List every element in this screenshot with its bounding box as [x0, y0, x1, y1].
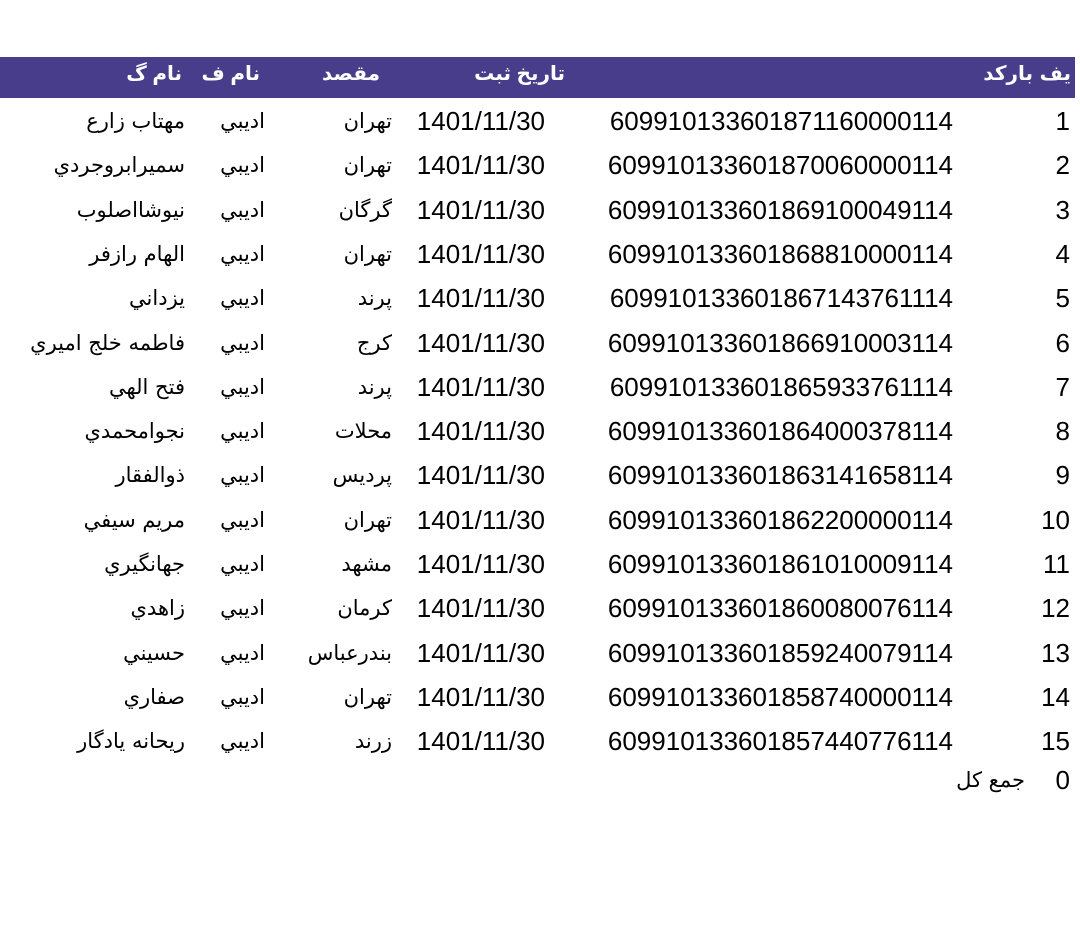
date-cell: 1401/11/30 [416, 194, 545, 225]
row-index: 12 [1041, 593, 1070, 624]
first-name-cell: اديبي [220, 109, 265, 133]
date-cell: 1401/11/30 [416, 416, 545, 447]
barcode-cell: 609910133601865933761114 [609, 371, 953, 402]
table-header [0, 57, 1075, 98]
barcode-cell: 609910133601862200000114 [607, 504, 953, 535]
last-name-cell: الهام رازفر [89, 241, 185, 266]
barcode-cell: 609910133601870060000114 [607, 150, 953, 181]
row-index: 13 [1041, 637, 1070, 668]
header-date: تاريخ ثبت [474, 63, 565, 85]
last-name-cell: نجوامحمدي [84, 419, 185, 444]
last-name-cell: صفاري [123, 684, 185, 709]
destination-cell: محلات [334, 419, 392, 444]
date-cell: 1401/11/30 [416, 371, 545, 402]
first-name-cell: اديبي [220, 197, 265, 222]
destination-cell: تهران [343, 507, 392, 532]
total-label: جمع کل [956, 767, 1025, 792]
table-row [0, 99, 1080, 143]
destination-cell: کرج [356, 330, 392, 355]
table-row [0, 453, 1080, 497]
date-cell: 1401/11/30 [416, 681, 545, 712]
date-cell: 1401/11/30 [416, 504, 545, 535]
first-name-cell: اديبي [220, 552, 265, 576]
last-name-cell: زاهدي [130, 596, 185, 621]
destination-cell: بندرعباس [307, 640, 392, 665]
table-row [0, 276, 1080, 320]
date-cell: 1401/11/30 [416, 726, 545, 757]
barcode-cell: 609910133601861010009114 [607, 549, 953, 579]
first-name-cell: اديبي [220, 374, 265, 399]
first-name-cell: اديبي [220, 463, 265, 488]
table-row [0, 188, 1080, 232]
barcode-cell: 609910133601860080076114 [607, 593, 953, 624]
destination-cell: گرگان [338, 197, 392, 222]
row-index: 5 [1055, 283, 1070, 314]
row-index: 15 [1041, 726, 1070, 757]
first-name-cell: اديبي [220, 684, 265, 709]
row-index: 11 [1043, 549, 1070, 579]
first-name-cell: اديبي [220, 241, 265, 266]
barcode-cell: 609910133601867143761114 [609, 283, 953, 314]
first-name-cell: اديبي [220, 419, 265, 444]
last-name-cell: مريم سيفي [83, 507, 185, 532]
last-name-cell: حسيني [123, 640, 185, 665]
table-row [0, 409, 1080, 453]
date-cell: 1401/11/30 [416, 283, 545, 314]
barcode-cell: 609910133601871160000114 [609, 106, 953, 136]
row-index: 7 [1055, 371, 1070, 402]
date-cell: 1401/11/30 [416, 549, 545, 579]
date-cell: 1401/11/30 [416, 150, 545, 181]
row-index: 10 [1041, 504, 1070, 535]
first-name-cell: اديبي [220, 507, 265, 532]
first-name-cell: اديبي [220, 330, 265, 355]
header-destination: مقصد [321, 63, 380, 85]
last-name-cell: سميرابروجردي [53, 153, 185, 178]
row-index: 8 [1055, 416, 1070, 447]
header-first-name: نام ف [201, 63, 260, 85]
destination-cell: مشهد [341, 552, 392, 576]
header-last-name: نام گ [126, 63, 182, 85]
barcode-cell: 609910133601857440776114 [607, 726, 953, 757]
barcode-cell: 609910133601866910003114 [607, 327, 953, 358]
table-row [0, 321, 1080, 365]
destination-cell: کرمان [337, 596, 392, 621]
destination-cell: زرند [354, 729, 392, 754]
row-index: 2 [1055, 150, 1070, 181]
barcode-cell: 609910133601863141658114 [607, 460, 953, 491]
table-row [0, 365, 1080, 409]
row-index: 9 [1055, 460, 1070, 491]
last-name-cell: نيوشااصلوب [76, 197, 185, 222]
table-row [0, 542, 1080, 586]
destination-cell: پرديس [332, 463, 392, 488]
barcode-cell: 609910133601859240079114 [607, 637, 953, 668]
table-row [0, 675, 1080, 719]
last-name-cell: يزداني [129, 286, 185, 311]
last-name-cell: جهانگيري [104, 552, 185, 576]
table-row [0, 586, 1080, 630]
total-count: 0 [1055, 764, 1070, 795]
destination-cell: تهران [343, 684, 392, 709]
date-cell: 1401/11/30 [416, 460, 545, 491]
destination-cell: تهران [343, 153, 392, 178]
row-index: 14 [1041, 681, 1070, 712]
first-name-cell: اديبي [220, 640, 265, 665]
last-name-cell: فاطمه خلج اميري [30, 330, 185, 355]
first-name-cell: اديبي [220, 153, 265, 178]
row-index: 3 [1055, 194, 1070, 225]
date-cell: 1401/11/30 [416, 593, 545, 624]
barcode-cell: 609910133601869100049114 [607, 194, 953, 225]
destination-cell: تهران [343, 241, 392, 266]
barcode-cell: 609910133601864000378114 [607, 416, 953, 447]
date-cell: 1401/11/30 [416, 327, 545, 358]
destination-cell: تهران [343, 109, 392, 133]
barcode-cell: 609910133601858740000114 [607, 681, 953, 712]
last-name-cell: فتح الهي [108, 374, 185, 399]
first-name-cell: اديبي [220, 286, 265, 311]
table-row [0, 498, 1080, 542]
last-name-cell: ذوالفقار [115, 463, 185, 488]
destination-cell: پرند [357, 286, 392, 311]
table-row [0, 631, 1080, 675]
date-cell: 1401/11/30 [416, 106, 545, 136]
footer-row [0, 758, 1080, 802]
destination-cell: پرند [357, 374, 392, 399]
date-cell: 1401/11/30 [416, 637, 545, 668]
row-index: 6 [1055, 327, 1070, 358]
first-name-cell: اديبي [220, 596, 265, 621]
header-index: يف [1039, 63, 1071, 85]
header-barcode: بارکد [983, 63, 1033, 85]
date-cell: 1401/11/30 [416, 238, 545, 269]
row-index: 1 [1055, 106, 1070, 136]
row-index: 4 [1055, 238, 1070, 269]
first-name-cell: اديبي [220, 729, 265, 754]
table-row [0, 232, 1080, 276]
last-name-cell: ريحانه يادگار [77, 729, 185, 754]
table-row [0, 143, 1080, 187]
barcode-cell: 609910133601868810000114 [607, 238, 953, 269]
last-name-cell: مهتاب زارع [86, 109, 185, 133]
